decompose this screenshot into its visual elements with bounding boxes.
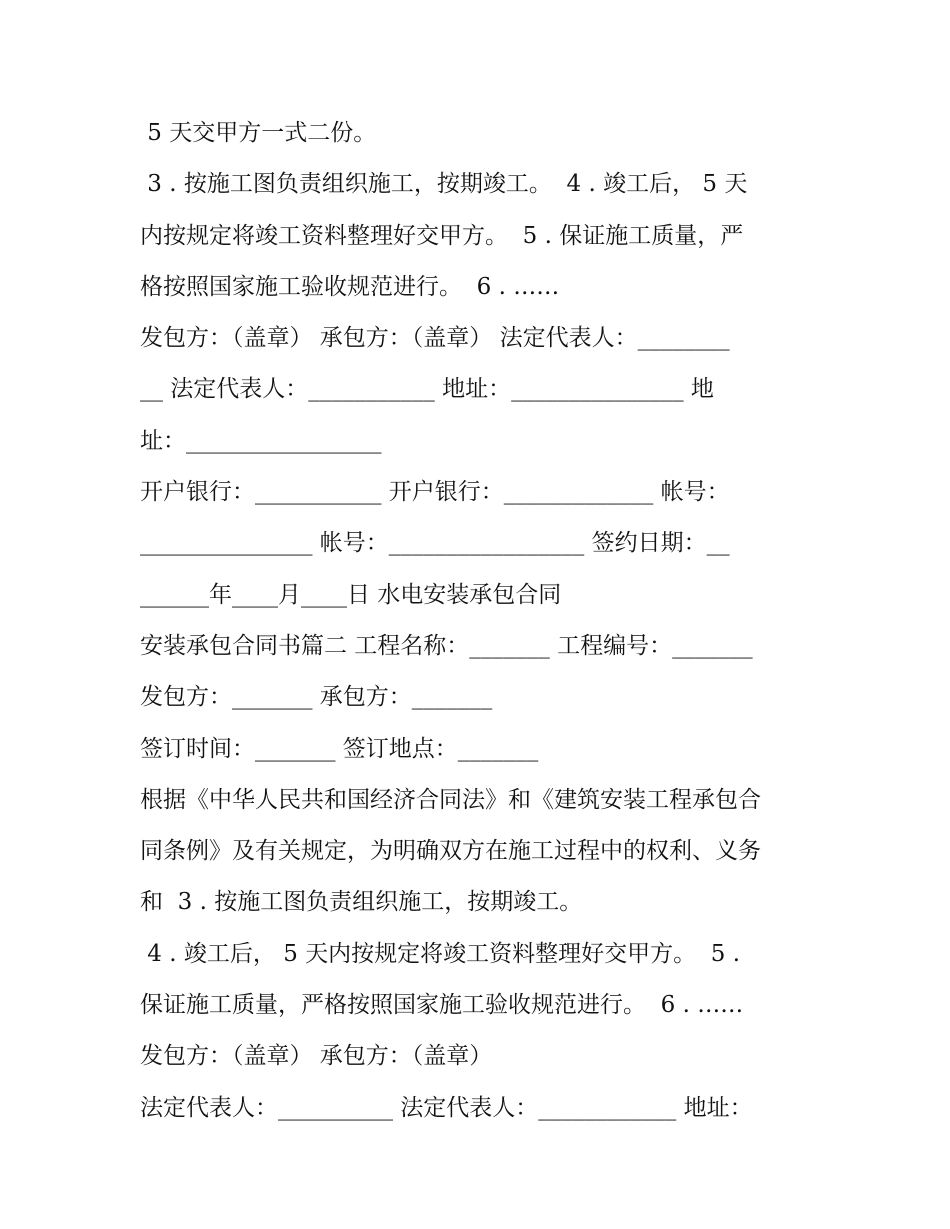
text-line: 法定代表人：__________ 法定代表人：____________ 地址： <box>140 1094 753 1121</box>
text-line: 安装承包合同书篇二 工程名称：_______ 工程编号：_______ <box>140 632 753 659</box>
text-line: 5 天交甲方一式二份。 <box>140 120 377 146</box>
text-line: 格按照国家施工验收规范进行。 6 . …… <box>140 273 560 300</box>
text-line: 发包方：_______ 承包方：_______ <box>140 684 493 711</box>
text-line: 和 3 . 按施工图负责组织施工，按期竣工。 <box>140 889 583 916</box>
document-body <box>140 108 820 1134</box>
text-line: 发包方：（盖章） 承包方：（盖章） <box>140 1043 493 1070</box>
text-line: 根据《中华人民共和国经济合同法》和《建筑安装工程承包合 <box>140 786 761 813</box>
text-line: __ 法定代表人：___________ 地址：_______________ 地 <box>140 376 714 403</box>
text-line: ______年____月____日 水电安装承包合同 <box>140 581 562 608</box>
text-line: 发包方：（盖章） 承包方：（盖章） 法定代表人：________ <box>140 325 730 352</box>
text-line: 内按规定将竣工资料整理好交甲方。 5 . 保证施工质量，严 <box>140 222 744 249</box>
text-line: _______________ 帐号：_________________ 签约日期：__ <box>140 530 730 557</box>
text-line: 保证施工质量，严格按照国家施工验收规范进行。 6 . …… <box>140 992 744 1019</box>
text-line: 签订时间：_______ 签订地点：_______ <box>140 735 539 762</box>
text-line: 开户银行：___________ 开户银行：_____________ 帐号： <box>140 479 730 506</box>
text-line: 址：_________________ <box>140 427 382 454</box>
text-line: 同条例》及有关规定，为明确双方在施工过程中的权利、义务 <box>140 838 761 865</box>
text-line: 4 . 竣工后， 5 天内按规定将竣工资料整理好交甲方。 5 . <box>140 940 741 967</box>
text-line: 3 . 按施工图负责组织施工，按期竣工。 4 . 竣工后， 5 天 <box>140 171 748 198</box>
